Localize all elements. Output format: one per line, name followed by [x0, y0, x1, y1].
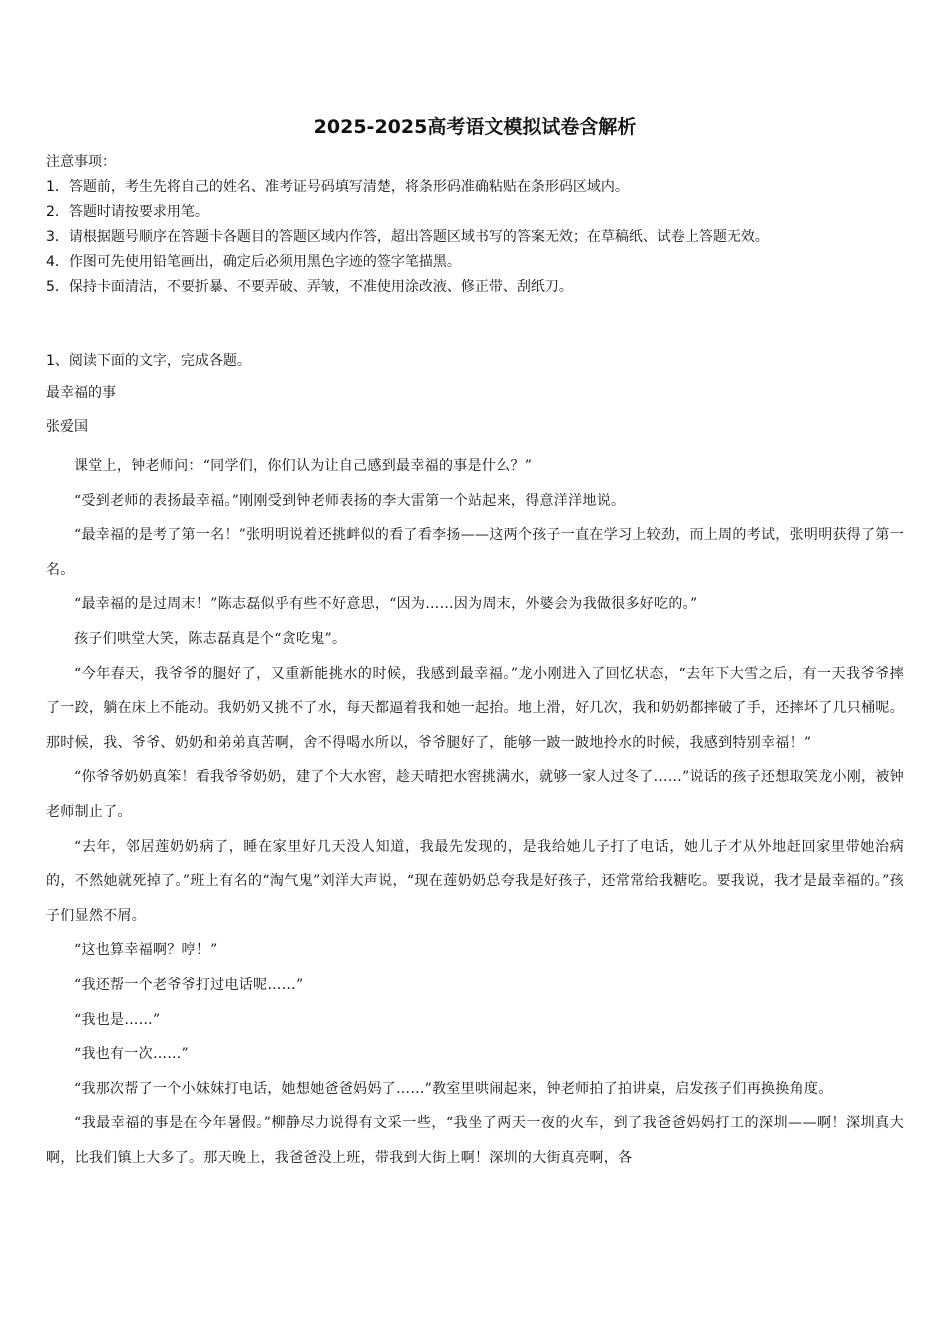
instruction-item: 4．作图可先使用铅笔画出，确定后必须用黑色字迹的签字笔描黑。: [46, 254, 461, 270]
page-title: 2025-2025高考语文模拟试卷含解析: [313, 116, 637, 138]
passage-paragraph: “最幸福的是过周末！”陈志磊似乎有些不好意思，“因为……因为周末，外婆会为我做很多好吃的。”: [74, 596, 698, 613]
passage-paragraph: “你爷爷奶奶真笨！看我爷爷奶奶，建了个大水窖，趁天晴把水窖挑满水，就够一家人过冬了……”说话的孩子还想取笑龙小刚，被钟老师制止了。: [46, 769, 905, 820]
instruction-item: 5．保持卡面清洁，不要折暴、不要弄破、弄皱，不准使用涂改液、修正带、刮纸刀。: [46, 279, 573, 295]
instructions-heading: 注意事项：: [46, 154, 116, 170]
passage-paragraph: “我那次帮了一个小妹妹打电话，她想她爸爸妈妈了……”教室里哄闹起来，钟老师拍了拍讲桌，启发孩子们再换换角度。: [74, 1080, 833, 1097]
story-title: 最幸福的事: [46, 385, 116, 401]
passage-paragraph: “去年，邻居莲奶奶病了，睡在家里好几天没人知道，我最先发现的，是我给她儿子打了电话，她儿子才从外地赶回家里带她治病的，不然她就死掉了。”班上有名的“淘气鬼”刘洋大声说，“现在莲奶奶总夸我是好孩子，还常常给我糖吃。要我说，我才是最幸福的。”孩子们显然不屑。: [46, 838, 904, 924]
instruction-item: 3．请根据题号顺序在答题卡各题目的答题区域内作答，超出答题区域书写的答案无效；在草稿纸、试卷上答题无效。: [46, 229, 769, 245]
passage-paragraph: “我也有一次……”: [74, 1046, 190, 1063]
passage-paragraph: “今年春天，我爷爷的腿好了，又重新能挑水的时候，我感到最幸福。”龙小刚进入了回忆状态，“去年下大雪之后，有一天我爷爷摔了一跤，躺在床上不能动。我奶奶又挑不了水，每天都逼着我和她一起抬。地上滑，好几次，我和奶奶都摔破了手，还摔坏了几只桶呢。那时候，我、爷爷、奶奶和弟弟真苦啊，舍不得喝水所以，爷爷腿好了，能够一跛一跛地拎水的时候，我感到特别幸福！”: [46, 665, 904, 751]
author-name: 张爱国: [46, 419, 88, 435]
question-header: 1、阅读下面的文字，完成各题。: [46, 353, 251, 369]
instruction-item: 1．答题前，考生先将自己的姓名、准考证号码填写清楚，将条形码准确粘贴在条形码区域内。: [46, 179, 629, 195]
passage-paragraph: 课堂上，钟老师问：“同学们，你们认为让自己感到最幸福的事是什么？”: [74, 458, 533, 474]
instruction-item: 2．答题时请按要求用笔。: [46, 204, 209, 220]
passage-paragraph: “最幸福的是考了第一名！”张明明说着还挑衅似的看了看李扬——这两个孩子一直在学习上较劲，而上周的考试，张明明获得了第一名。: [46, 527, 905, 578]
instructions-section: [46, 150, 916, 300]
passage-paragraph: “我还帮一个老爷爷打过电话呢……”: [74, 976, 304, 993]
passage-paragraph: “我也是……”: [74, 1011, 161, 1028]
passage-paragraph: 孩子们哄堂大笑，陈志磊真是个“贪吃鬼”。: [74, 630, 347, 647]
passage-paragraph: “这也算幸福啊？哼！”: [74, 942, 218, 959]
passage-paragraph: “我最幸福的事是在今年暑假。”柳静尽力说得有文采一些，“我坐了两天一夜的火车，到了我爸爸妈妈打工的深圳——啊！深圳真大啊，比我们镇上大多了。那天晚上，我爸爸没上班，带我到大街上啊！深圳的大街真亮啊，各: [46, 1115, 904, 1166]
reading-passage: [46, 449, 904, 1175]
passage-paragraph: “受到老师的表扬最幸福。”刚刚受到钟老师表扬的李大雷第一个站起来，得意洋洋地说。: [74, 492, 626, 509]
